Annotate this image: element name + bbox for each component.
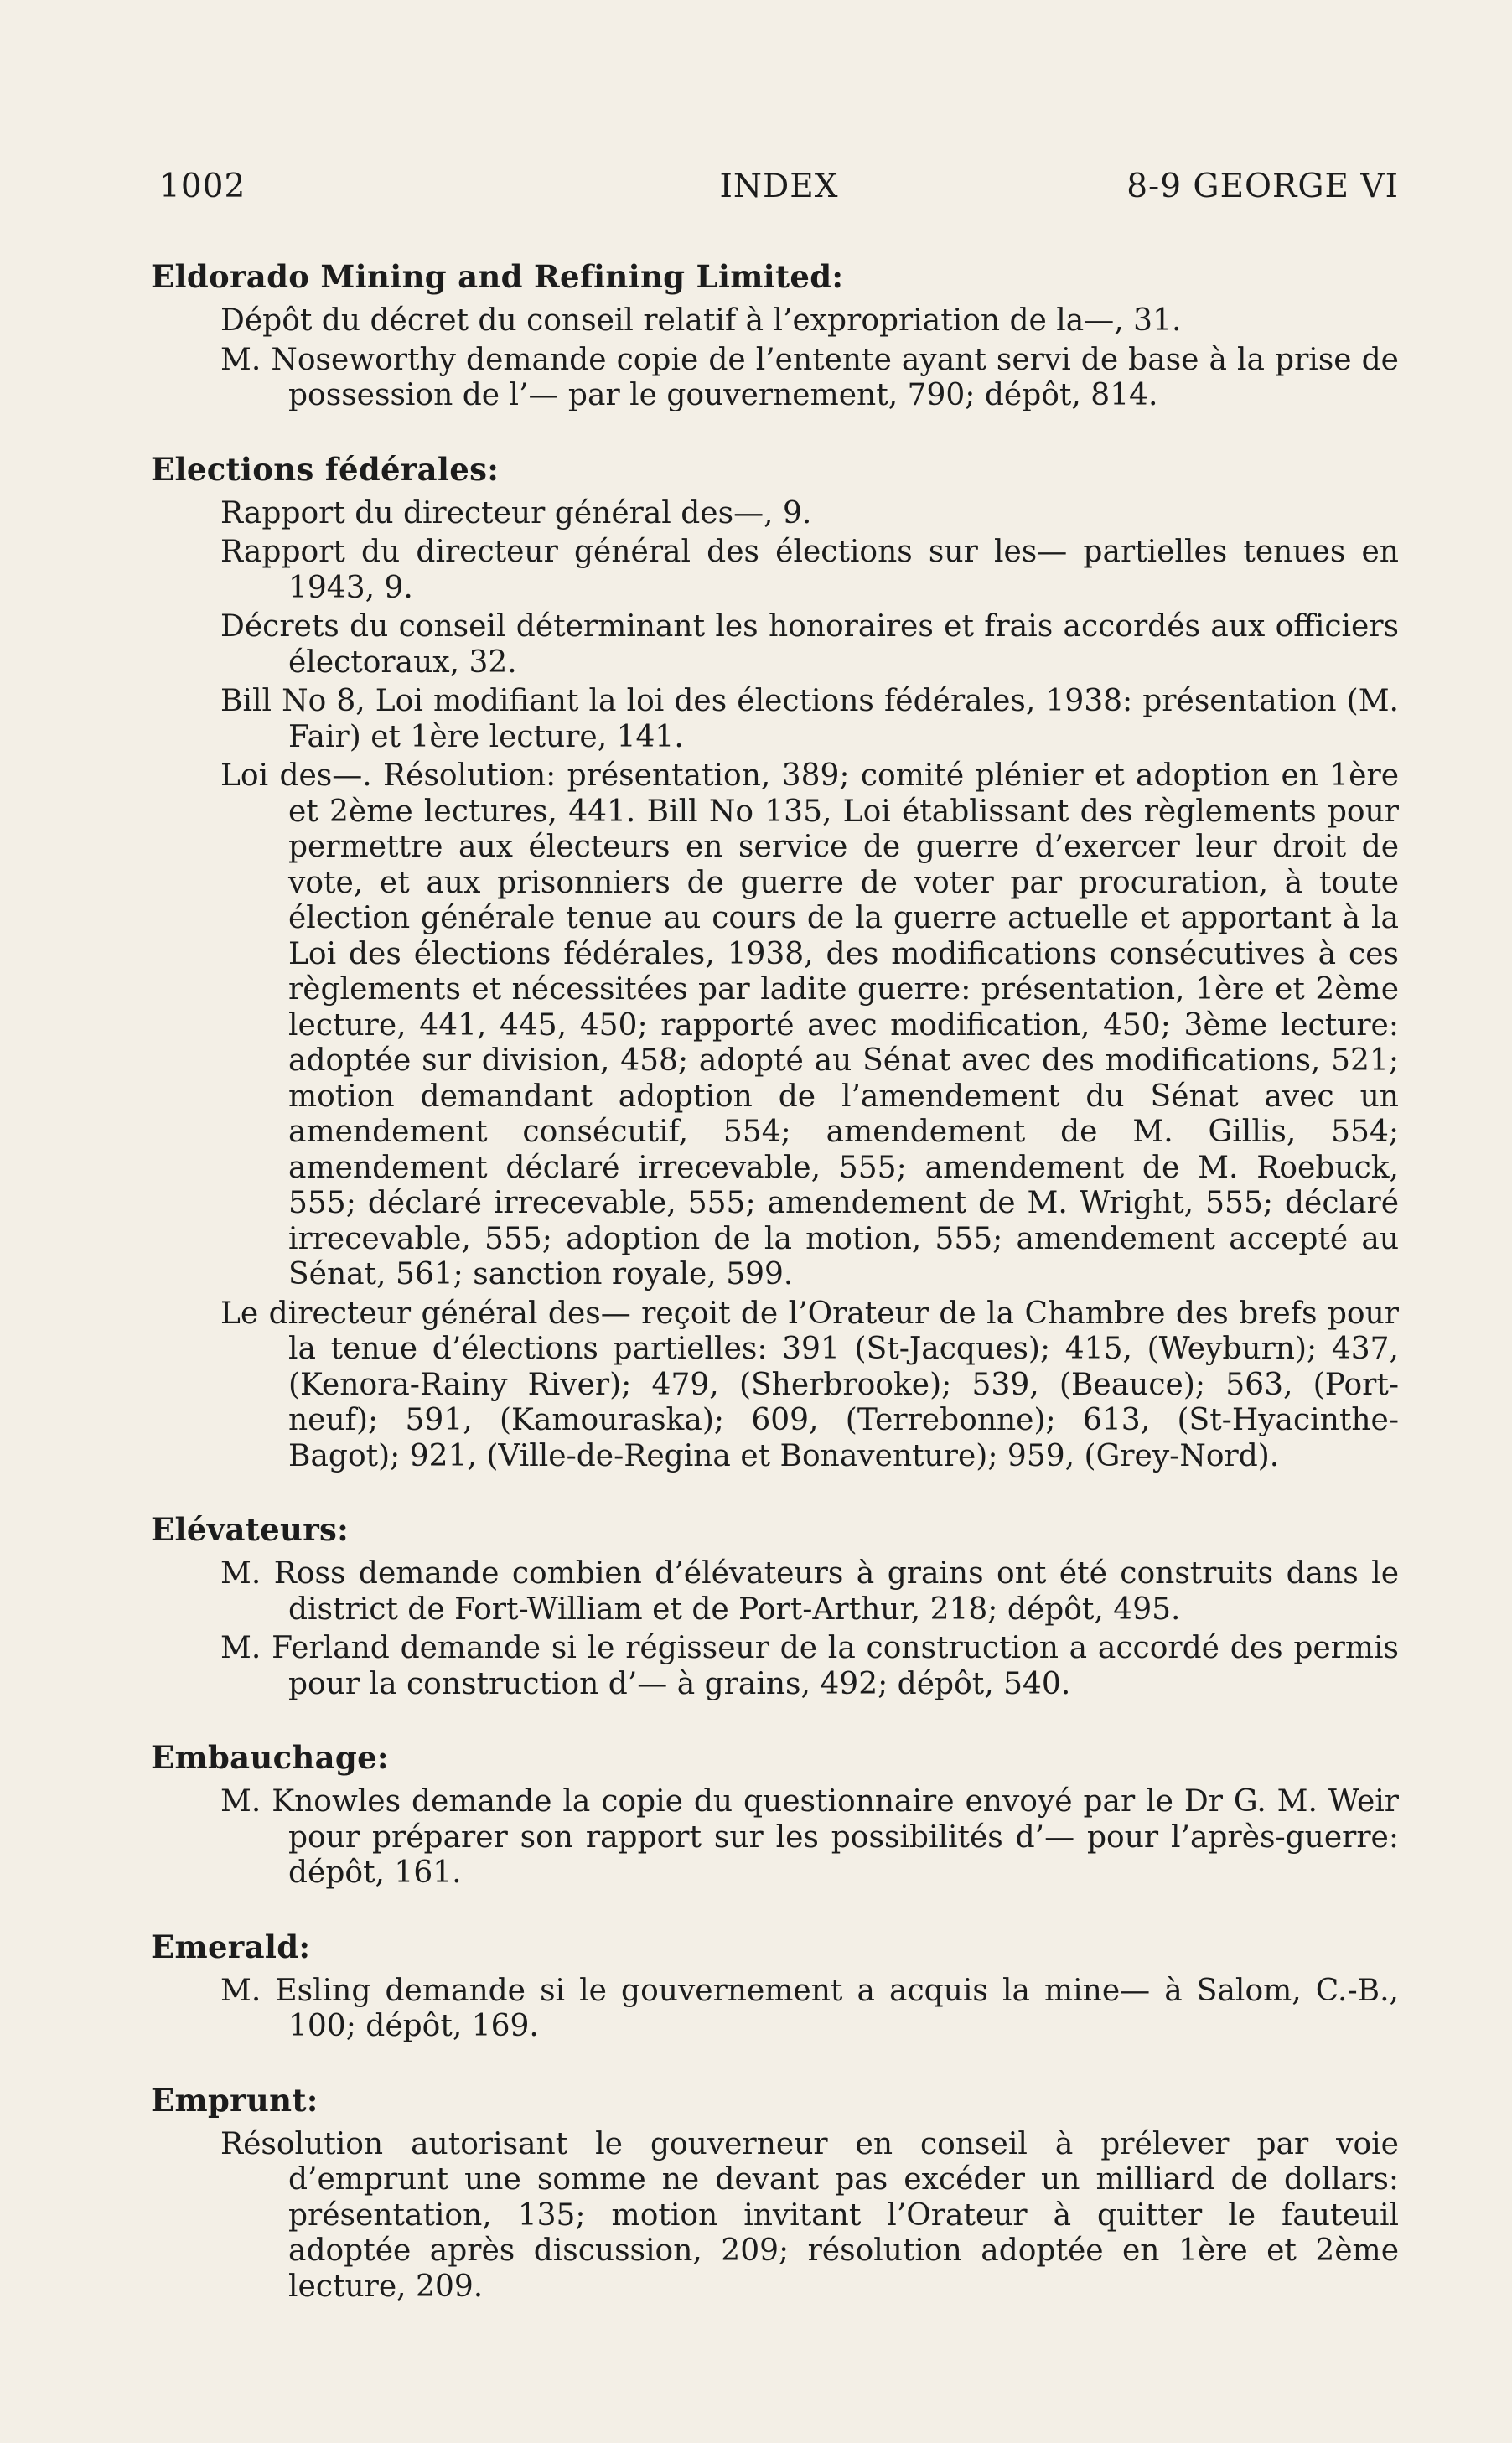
entry-heading: Elévateurs: xyxy=(151,1511,350,1548)
index-entry xyxy=(151,1739,1399,1892)
entry-item: M. Noseworthy demande copie de l’entente ayant servi de base à la prise de possession de l’— par le gouvernement, 790; dépôt, 814. xyxy=(220,342,1399,412)
entry-heading: Emprunt: xyxy=(151,2081,318,2119)
running-title: INDEX xyxy=(719,168,839,205)
entry-items xyxy=(151,1974,1399,2045)
reign-label: 8-9 GEORGE VI xyxy=(1126,168,1399,205)
entry-items xyxy=(151,303,1399,414)
entry-items xyxy=(151,1556,1399,1702)
entry-items xyxy=(151,496,1399,1475)
entry-items xyxy=(151,2127,1399,2306)
entry-heading: Emerald: xyxy=(151,1928,311,1965)
entry-item: Rapport du directeur général des—, 9. xyxy=(220,495,812,531)
entry-item: M. Esling demande si le gouvernement a acquis la mine— à Salom, C.-B., 100; dépôt, 169. xyxy=(220,1973,1399,2043)
page-number: 1002 xyxy=(159,168,246,205)
entry-item: M. Ferland demande si le régisseur de la construction a accordé des permis pour la construction d’— à grains, 492; dépôt, 540. xyxy=(220,1631,1399,1701)
index-entry xyxy=(151,1511,1399,1702)
entry-item: Le directeur général des— reçoit de l’Orateur de la Chambre des brefs pour la tenue d’élections partielles: 391 (St-Jacques); 415, (Weyburn); 437, (Kenora-Rainy River); 479, (Sherbrooke); 539, (Beauce); 563, (Port-neuf); 591, (Kamouraska); 609, (Terrebonne); 613, (St-Hyacinthe-Bagot); 921, (Ville-de-Regina et Bonaventure); 959, (Grey-Nord). xyxy=(220,1296,1399,1473)
entry-heading: Eldorado Mining and Refining Limited: xyxy=(151,258,844,295)
entry-item: M. Ross demande combien d’élévateurs à grains ont été construits dans le district de Fort-William et de Port-Arthur, 218; dépôt, 495. xyxy=(220,1556,1399,1627)
entry-item: Loi des—. Résolution: présentation, 389; comité plénier et adoption en 1ère et 2ème lectures, 441. Bill No 135, Loi établissant des règlements pour permettre aux électeurs en service de guerre d’exercer leur droit de vote, et aux prisonniers de guerre de voter par procuration, à toute élection générale tenue au cours de la guerre actuelle et apportant à la Loi des élections fédérales, 1938, des modifications consécutives à ces règlements et nécessitées par ladite guerre: présentation, 1ère et 2ème lecture, 441, 445, 450; rapporté avec modification, 450; 3ème lecture: adoptée sur division, 458; adopté au Sénat avec des modifications, 521; motion demandant adoption de l’amendement du Sénat avec un amendement consécutif, 554; amendement de M. Gillis, 554; amendement déclaré irrecevable, 555; amendement de M. Roebuck, 555; déclaré irrecevable, 555; amendement de M. Wright, 555; déclaré irrecevable, 555; adoption de la motion, 555; amendement accepté au Sénat, 561; sanction royale, 599. xyxy=(220,758,1399,1291)
page-header xyxy=(159,168,1399,218)
entry-item: Dépôt du décret du conseil relatif à l’expropriation de la—, 31. xyxy=(220,303,1182,338)
entry-item: Résolution autorisant le gouverneur en conseil à prélever par voie d’emprunt une somme ne devant pas excéder un milliard de dollars: présentation, 135; motion invitant l’Orateur à quitter le fauteuil adoptée après discussion, 209; résolution adoptée en 1ère et 2ème lecture, 209. xyxy=(220,2126,1399,2304)
entry-item: Rapport du directeur général des élections sur les— partielles tenues en 1943, 9. xyxy=(220,535,1399,605)
index-entry xyxy=(151,1928,1399,2045)
entry-item: M. Knowles demande la copie du questionnaire envoyé par le Dr G. M. Weir pour préparer son rapport sur les possibilités d’— pour l’après-guerre: dépôt, 161. xyxy=(220,1784,1399,1890)
index-entry xyxy=(151,2082,1399,2306)
entry-item: Bill No 8, Loi modifiant la loi des élections fédérales, 1938: présentation (M. Fair) et 1ère lecture, 141. xyxy=(220,684,1399,754)
index-entry xyxy=(151,258,1399,414)
index-content xyxy=(151,258,1399,2342)
entry-items xyxy=(151,1784,1399,1892)
entry-heading: Embauchage: xyxy=(151,1739,389,1776)
entry-heading: Elections fédérales: xyxy=(151,450,500,488)
index-entry xyxy=(151,451,1399,1475)
entry-item: Décrets du conseil déterminant les honoraires et frais accordés aux officiers électoraux, 32. xyxy=(220,609,1399,680)
